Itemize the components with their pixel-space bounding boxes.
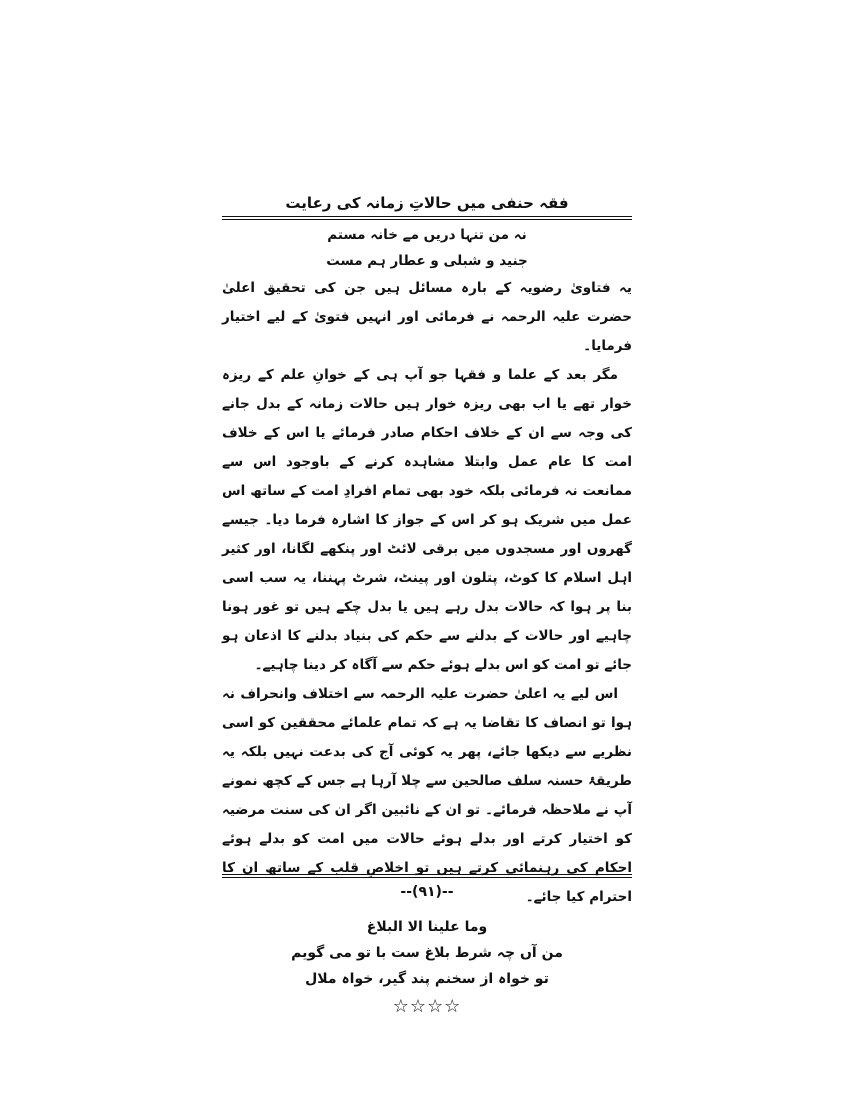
- verse-line: جنید و شبلی و عطار ہم مست: [326, 253, 528, 269]
- closing-arabic: وما علينا الا البلاغ: [366, 919, 488, 935]
- page-number: --(۹۱)--: [400, 884, 454, 900]
- closing-verse-line: تو خواہ از سخنم پند گیر، خواہ ملال: [305, 971, 549, 987]
- page-footer: [222, 874, 632, 900]
- verse-line: نہ من تنہا دریں مے خانہ مستم: [327, 227, 527, 243]
- paragraph: مگر بعد کے علما و فقہا جو آپ ہی کے خوانِ علم کے ریزہ خوار تھے یا اب بھی ریزہ خوار ہیں حالات زمانہ کے بدل جانے کی وجہ سے ان کے خلاف احکام صادر فرمائے یا اس کے خلاف امت کا عام عمل وابتلا مشاہدہ کرنے کے باوجود اس سے ممانعت نہ فرمائی بلکہ خود بھی تمام افرادِ امت کے ساتھ اس عمل میں شریک ہو کر اس کے جواز کا اشارہ فرما دیا۔ جیسے گھروں اور مسجدوں میں برقی لائٹ اور پنکھے لگانا، اور کثیر اہل اسلام کا کوٹ، پتلون اور پینٹ، شرٹ پہننا، یہ سب اسی بنا پر ہوا کہ حالات بدل رہے ہیں یا بدل چکے ہیں تو غور ہونا چاہیے اور حالات کے بدلنے سے حکم کی بنیاد بدلنے کا اذعان ہو جائے تو امت کو اس بدلے ہوئے حکم سے آگاہ کر دینا چاہیے۔: [222, 367, 632, 673]
- footer-rule: [222, 874, 632, 878]
- closing-block: [222, 914, 632, 992]
- book-page: [222, 190, 632, 1017]
- paragraph: اس لیے یہ اعلیٰ حضرت علیہ الرحمہ سے اختلاف وانحراف نہ ہوا تو انصاف کا تقاضا یہ ہے کہ تمام علمائے محققین کو اسی نظریے سے دیکھا جائے، پھر یہ کوئی آج کی بدعت نہیں بلکہ یہ طریقۂ حسنہ سلف صالحین سے چلا آرہا ہے جس کے کچھ نمونے آپ نے ملاحظہ فرمائے۔ تو ان کے نائبین اگر ان کی سنت مرضیہ کو اختیار کرتے اور بدلے ہوئے حالات میں امت کو بدلے ہوئے احکام کی رہنمائی کرتے ہیں تو اخلاصِ قلب کے ساتھ ان کا احترام کیا جائے۔: [222, 686, 632, 905]
- header-rule: [222, 216, 632, 220]
- closing-verse-line: من آں چہ شرط بلاغ ست با تو می گویم: [291, 945, 563, 961]
- running-header: فقہ حنفی میں حالاتِ زمانہ کی رعایت: [285, 194, 569, 212]
- star-ornament: ☆☆☆☆: [392, 996, 462, 1017]
- paragraph: یہ فتاویٰ رضویہ کے بارہ مسائل ہیں جن کی تحقیق اعلیٰ حضرت علیہ الرحمہ نے فرمائی اور انہیں فتویٰ کے لیے اختیار فرمایا۔: [222, 280, 632, 354]
- opening-verse: [222, 222, 632, 274]
